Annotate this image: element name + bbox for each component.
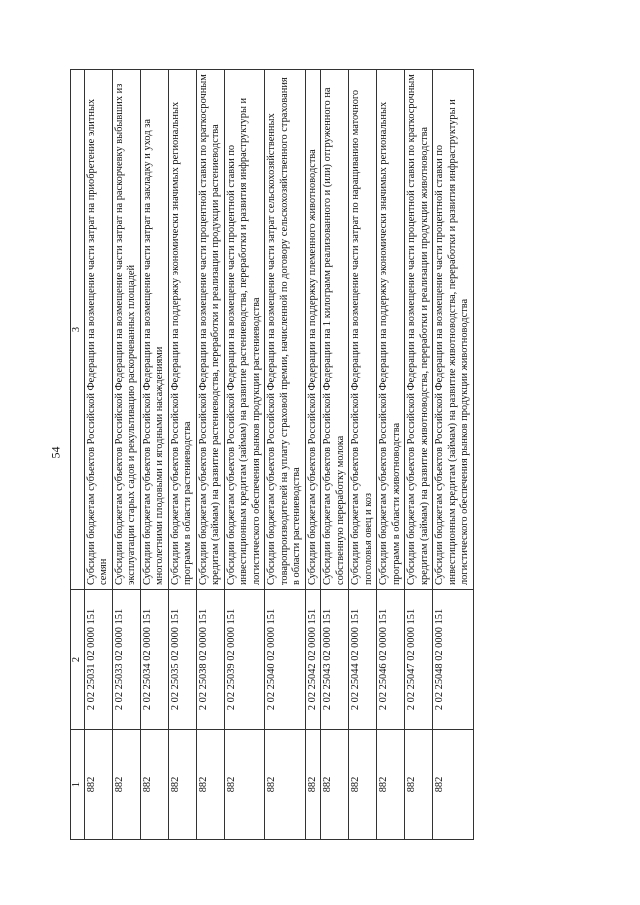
table-row: [140, 70, 168, 840]
admin-code-cell: 882: [112, 730, 140, 840]
revenue-code-cell: 2 02 25039 02 0000 151: [224, 590, 264, 730]
table-row: [433, 70, 473, 840]
page-number-text: 54: [48, 446, 63, 458]
admin-code-cell: 882: [321, 730, 349, 840]
admin-code-cell: 882: [196, 730, 224, 840]
revenue-code-cell: 2 02 25031 02 0000 151: [85, 590, 113, 730]
revenue-code-cell: 2 02 25048 02 0000 151: [433, 590, 473, 730]
description-cell: Субсидии бюджетам субъектов Российской Федерации на поддержку экономически значимых региональных программ в области животноводства: [377, 70, 405, 590]
revenue-code-cell: 2 02 25044 02 0000 151: [349, 590, 377, 730]
revenue-code-cell: 2 02 25034 02 0000 151: [140, 590, 168, 730]
revenue-code-cell: 2 02 25040 02 0000 151: [265, 590, 305, 730]
table-body: [85, 70, 474, 840]
table-row: [405, 70, 433, 840]
revenue-code-cell: 2 02 25043 02 0000 151: [321, 590, 349, 730]
description-cell: Субсидии бюджетам субъектов Российской Федерации на возмещение части затрат по наращиванию маточного поголовья овец и коз: [349, 70, 377, 590]
table-row: [112, 70, 140, 840]
revenue-code-cell: 2 02 25038 02 0000 151: [196, 590, 224, 730]
admin-code-cell: 882: [265, 730, 305, 840]
description-cell: Субсидии бюджетам субъектов Российской Федерации на поддержку экономически значимых региональных программ в области растениеводства: [168, 70, 196, 590]
description-cell: Субсидии бюджетам субъектов Российской Федерации на 1 килограмм реализованного и (или) отгруженного на собственную переработку молока: [321, 70, 349, 590]
budget-table-rotated: [70, 70, 562, 840]
admin-code-cell: 882: [433, 730, 473, 840]
admin-code-cell: 882: [349, 730, 377, 840]
budget-classification-table: [70, 69, 474, 840]
table-row: [85, 70, 113, 840]
revenue-code-cell: 2 02 25035 02 0000 151: [168, 590, 196, 730]
revenue-code-cell: 2 02 25033 02 0000 151: [112, 590, 140, 730]
description-cell: Субсидии бюджетам субъектов Российской Федерации на возмещение части процентной ставки по инвестиционным кредитам (займам) на развитие животноводства, переработки и развития инфраструктуры и логистического обеспечения рынков продукции животноводства: [433, 70, 473, 590]
admin-code-cell: 882: [405, 730, 433, 840]
table-row: [224, 70, 264, 840]
header-col-2: 2: [71, 590, 85, 730]
table-row: [349, 70, 377, 840]
page-number: [46, 440, 66, 464]
admin-code-cell: 882: [305, 730, 320, 840]
admin-code-cell: 882: [140, 730, 168, 840]
admin-code-cell: 882: [168, 730, 196, 840]
description-cell: Субсидии бюджетам субъектов Российской Федерации на возмещение части затрат на приобретение элитных семян: [85, 70, 113, 590]
description-cell: Субсидии бюджетам субъектов Российской Федерации на возмещение части затрат на раскорчевку выбывших из эксплуатации старых садов и рекультивацию раскорчеванных площадей: [112, 70, 140, 590]
description-cell: Субсидии бюджетам субъектов Российской Федерации на возмещение части процентной ставки по краткосрочным кредитам (займам) на развитие растениеводства, переработки и реализации продукции растениеводства: [196, 70, 224, 590]
revenue-code-cell: 2 02 25046 02 0000 151: [377, 590, 405, 730]
table-row: [377, 70, 405, 840]
table-row: [168, 70, 196, 840]
admin-code-cell: 882: [224, 730, 264, 840]
admin-code-cell: 882: [85, 730, 113, 840]
revenue-code-cell: 2 02 25042 02 0000 151: [305, 590, 320, 730]
header-col-3: 3: [71, 70, 85, 590]
table-header-row: [71, 70, 85, 840]
description-cell: Субсидии бюджетам субъектов Российской Федерации на возмещение части затрат на закладку и уход за многолетними плодовыми и ягодными насаждениями: [140, 70, 168, 590]
admin-code-cell: 882: [377, 730, 405, 840]
description-cell: Субсидии бюджетам субъектов Российской Федерации на возмещение части процентной ставки по инвестиционным кредитам (займам) на развитие растениеводства, переработки и развития инфраструктуры и логистического обеспечения рынков продукции растениеводства: [224, 70, 264, 590]
description-cell: Субсидии бюджетам субъектов Российской Федерации на поддержку племенного животноводства: [305, 70, 320, 590]
table-row: [196, 70, 224, 840]
description-cell: Субсидии бюджетам субъектов Российской Федерации на возмещение части затрат сельскохозяйственных товаропроизводителей на уплату страховой премии, начисленной по договору сельскохозяйственного страхования в области растениеводства: [265, 70, 305, 590]
table-row: [321, 70, 349, 840]
table-row: [305, 70, 320, 840]
revenue-code-cell: 2 02 25047 02 0000 151: [405, 590, 433, 730]
description-cell: Субсидии бюджетам субъектов Российской Федерации на возмещение части процентной ставки по краткосрочным кредитам (займам) на развитие животноводства, переработки и реализации продукции животноводства: [405, 70, 433, 590]
header-col-1: 1: [71, 730, 85, 840]
table-row: [265, 70, 305, 840]
